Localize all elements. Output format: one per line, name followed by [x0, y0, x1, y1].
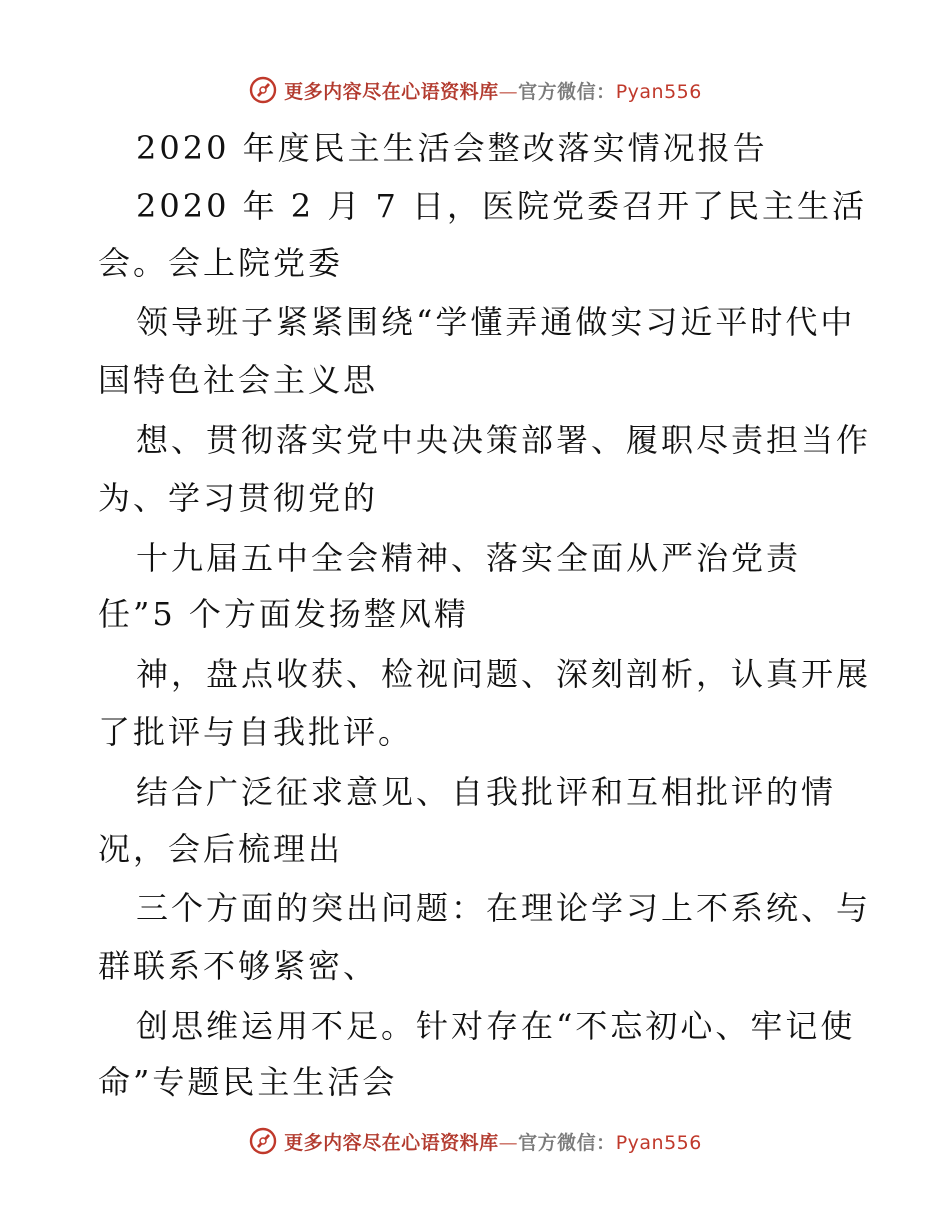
paragraph-line: 结合广泛征求意见、自我批评和互相批评的情 [136, 773, 837, 811]
paragraph-line: 任”5 个方面发扬整风精 [98, 595, 469, 633]
paragraph-line: 国特色社会主义思 [98, 361, 379, 399]
quill-logo-icon [248, 1126, 278, 1156]
banner-wechat-label: 官方微信： [518, 80, 616, 103]
banner-wechat-id: Pyan556 [615, 1131, 702, 1154]
banner-dash: — [498, 80, 519, 103]
banner-wechat-label: 官方微信： [518, 1131, 616, 1154]
banner-lead-text: 更多内容尽在心语资料库 [284, 80, 499, 103]
header-watermark-banner [0, 72, 950, 108]
banner-dash: — [498, 1131, 519, 1154]
paragraph-line: 创思维运用不足。针对存在“不忘初心、牢记使 [136, 1007, 856, 1045]
paragraph-line: 想、贯彻落实党中央决策部署、履职尽责担当作 [136, 421, 872, 459]
paragraph-line: 十九届五中全会精神、落实全面从严治党责 [136, 539, 802, 577]
paragraph-line: 三个方面的突出问题：在理论学习上不系统、与 [136, 889, 872, 927]
paragraph-line: 神，盘点收获、检视问题、深刻剖析，认真开展 [136, 655, 872, 693]
paragraph-line: 会。会上院党委 [98, 244, 344, 282]
banner-lead-text: 更多内容尽在心语资料库 [284, 1131, 499, 1154]
banner-wechat-id: Pyan556 [615, 80, 702, 103]
paragraph-line: 况，会后梳理出 [98, 830, 344, 868]
paragraph-line: 领导班子紧紧围绕“学懂弄通做实习近平时代中 [136, 303, 856, 341]
paragraph-line: 了批评与自我批评。 [98, 713, 414, 751]
quill-logo-icon [248, 75, 278, 105]
paragraph-line: 为、学习贯彻党的 [98, 479, 379, 517]
paragraph-line: 2020 年 2 月 7 日，医院党委召开了民主生活 [136, 187, 868, 225]
footer-watermark-banner [0, 1123, 950, 1159]
document-title: 2020 年度民主生活会整改落实情况报告 [136, 129, 768, 167]
paragraph-line: 命”专题民主生活会 [98, 1063, 398, 1101]
paragraph-line: 群联系不够紧密、 [98, 947, 379, 985]
